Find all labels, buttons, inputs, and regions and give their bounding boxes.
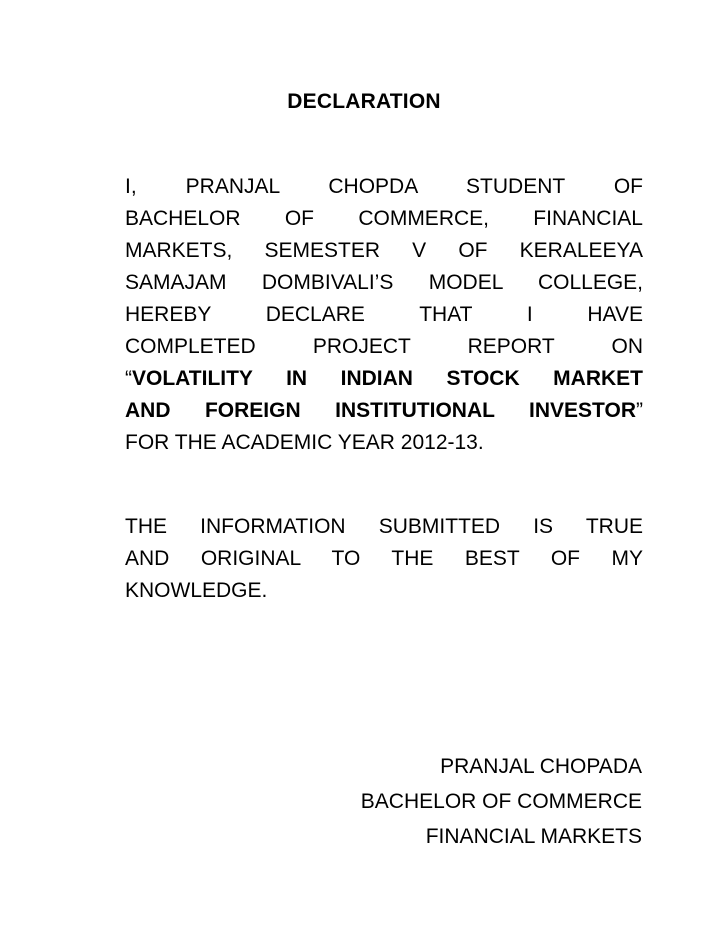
paragraph-line: SAMAJAM DOMBIVALI’S MODEL COLLEGE, [125,271,643,294]
information-paragraph [125,511,643,607]
page-title: DECLARATION [287,90,441,113]
signature-degree: BACHELOR OF COMMERCE [360,790,642,813]
paragraph-line: COMPLETED PROJECT REPORT ON [125,335,643,358]
paragraph-line: KNOWLEDGE. [125,579,268,602]
paragraph-line: MARKETS, SEMESTER V OF KERALEEYA [125,239,643,262]
paragraph-line: I, PRANJAL CHOPDA STUDENT OF [125,175,643,198]
paragraph-line: THE INFORMATION SUBMITTED IS TRUE [125,515,643,538]
project-title-line [125,395,643,427]
paragraph-line: FOR THE ACADEMIC YEAR 2012-13. [125,431,484,454]
project-title-part: VOLATILITY IN INDIAN STOCK MARKET [132,367,643,390]
signature-name: PRANJAL CHOPADA [440,755,642,778]
declaration-paragraph [125,171,643,459]
paragraph-line: HEREBY DECLARE THAT I HAVE [125,303,643,326]
open-quote: “ [125,367,132,390]
paragraph-line: AND ORIGINAL TO THE BEST OF MY [125,547,643,570]
project-title-part: AND FOREIGN INSTITUTIONAL INVESTOR [125,399,636,422]
close-quote: ” [636,399,643,422]
paragraph-line: BACHELOR OF COMMERCE, FINANCIAL [125,207,643,230]
signature-specialization: FINANCIAL MARKETS [425,825,642,848]
project-title-line [125,363,643,395]
